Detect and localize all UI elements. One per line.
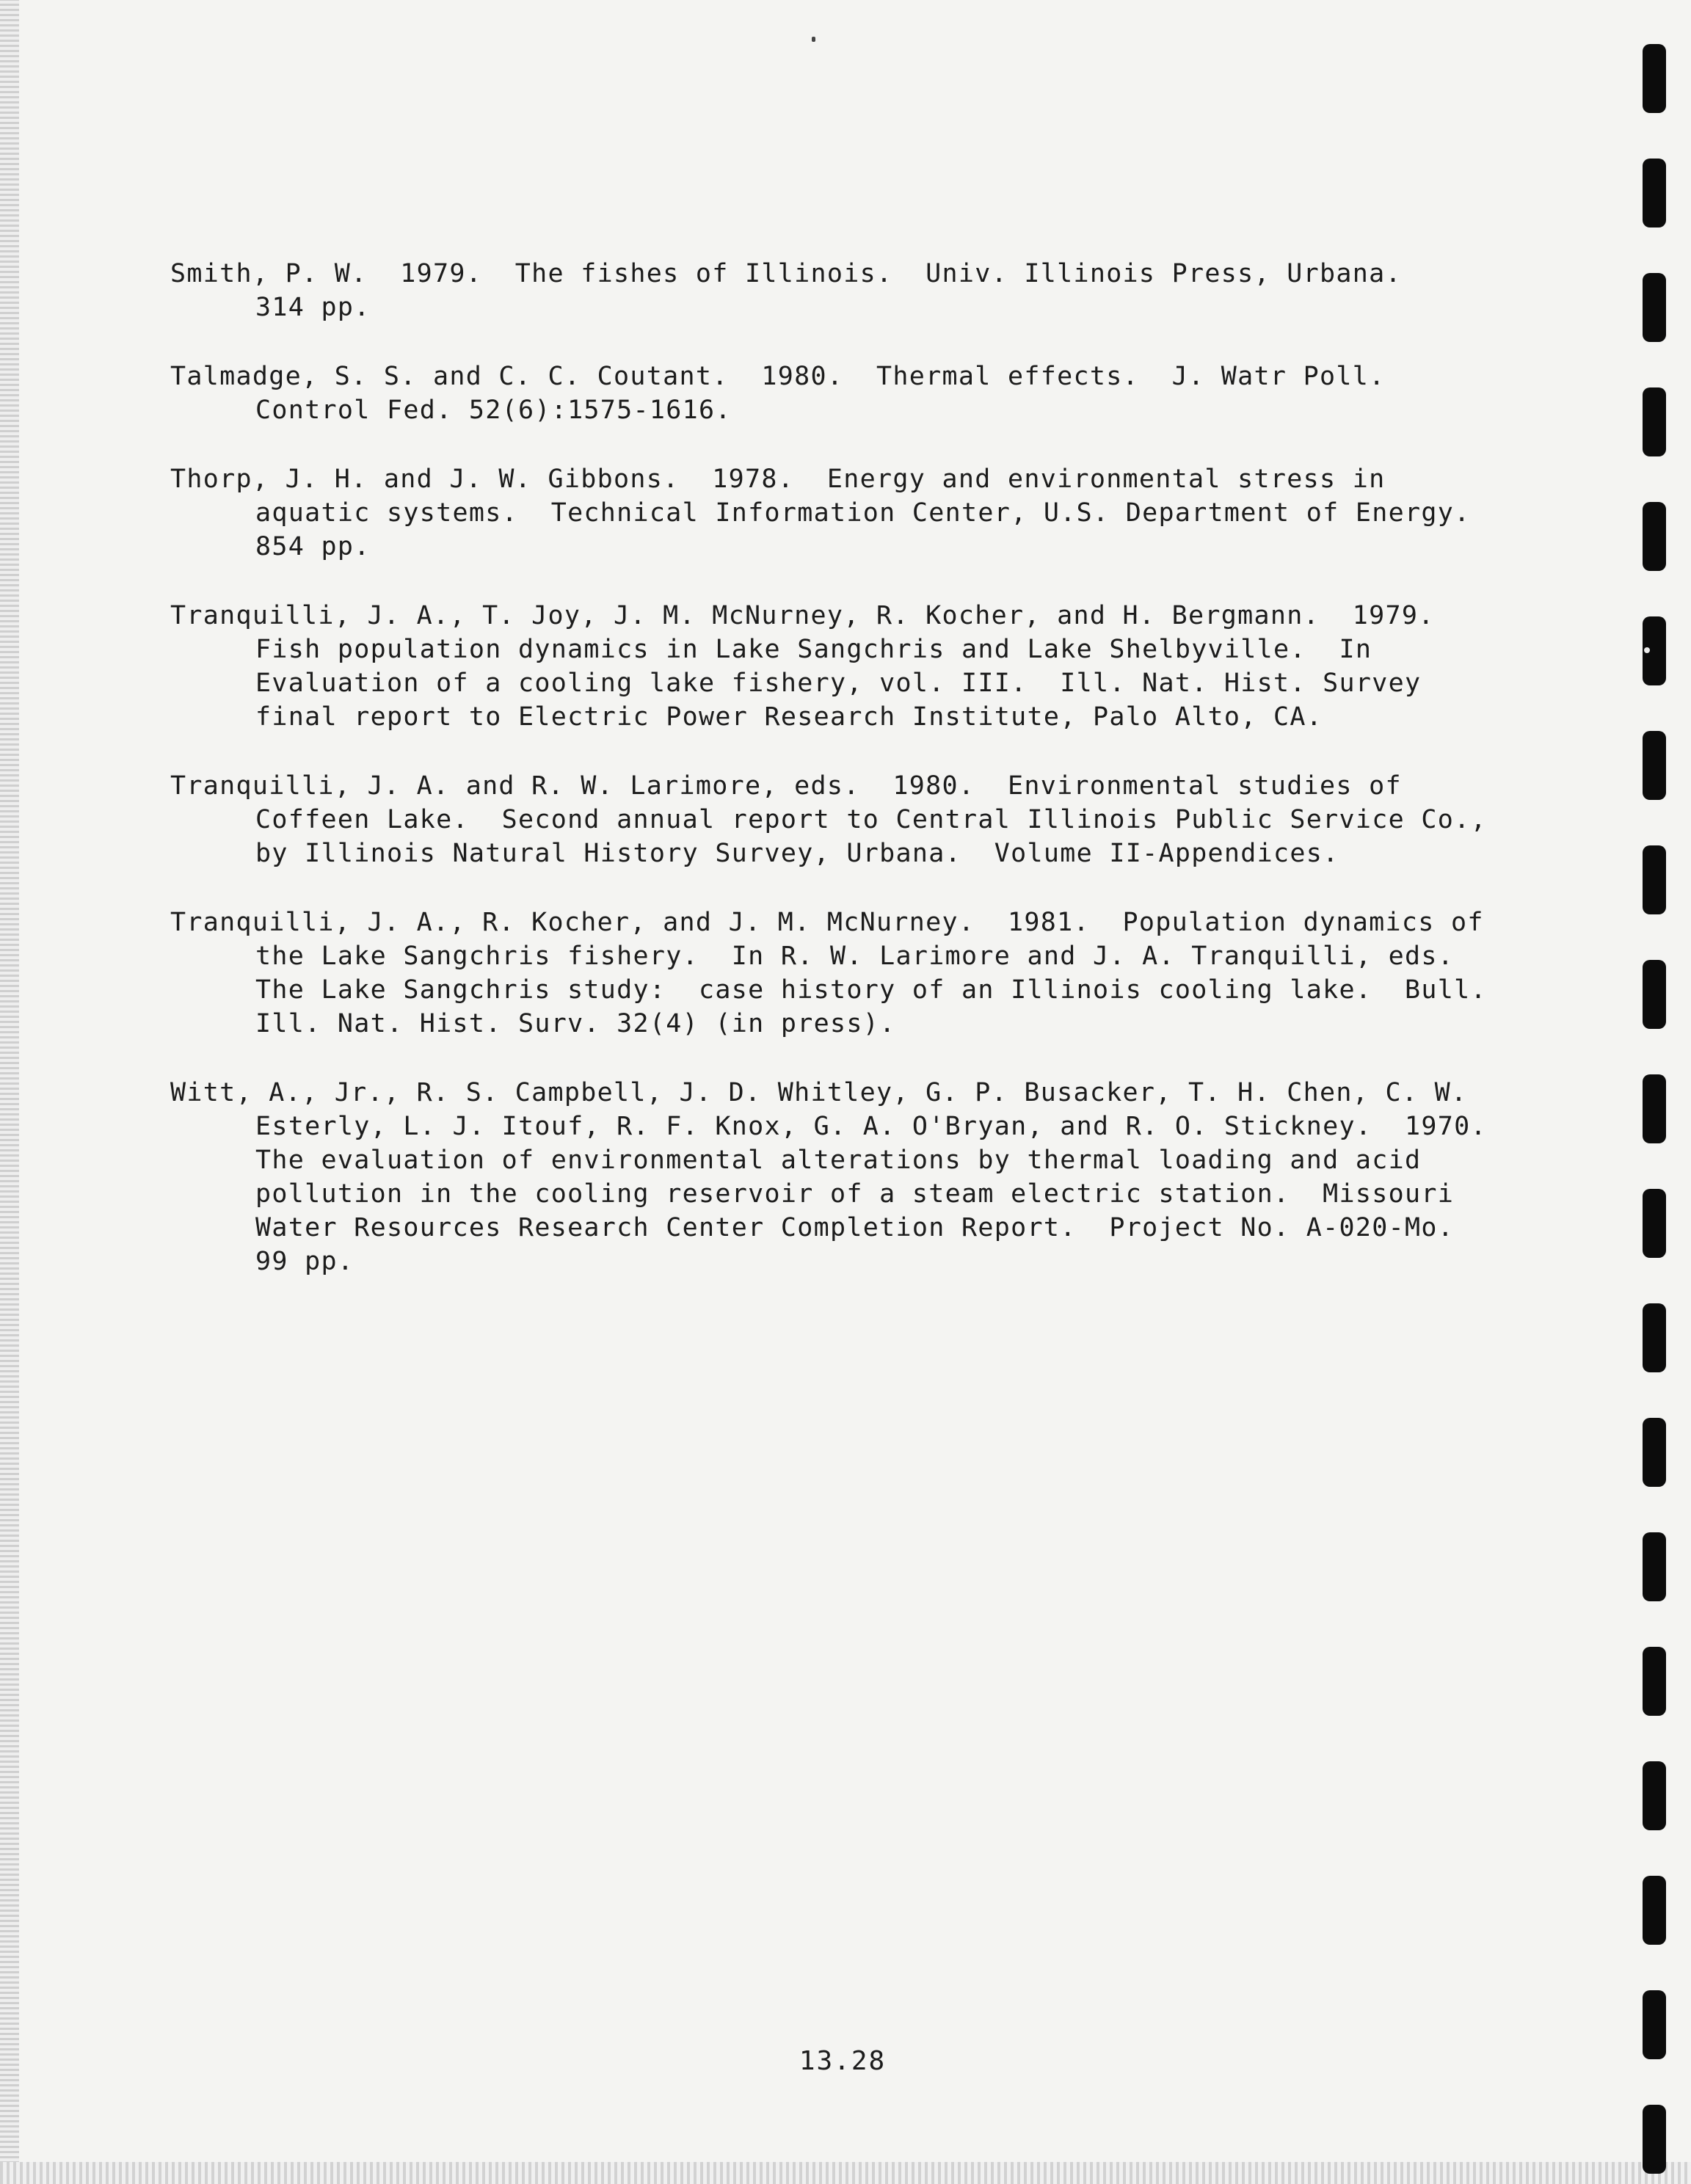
reference-line: Coffeen Lake. Second annual report to Central Illinois Public Service Co., <box>255 805 1487 834</box>
reference-line: Thorp, J. H. and J. W. Gibbons. 1978. Energy and environmental stress in <box>170 465 1386 494</box>
binder-hole-icon <box>1643 502 1666 571</box>
reference-line: Smith, P. W. 1979. The fishes of Illinois. Univ. Illinois Press, Urbana. <box>170 259 1402 288</box>
binder-hole-icon <box>1643 845 1666 914</box>
reference-line: Fish population dynamics in Lake Sangchris and Lake Shelbyville. In <box>255 635 1372 664</box>
reference-line: Esterly, L. J. Itouf, R. F. Knox, G. A. O'Bryan, and R. O. Stickney. 1970. <box>255 1112 1487 1141</box>
reference-entry <box>170 360 1535 427</box>
page-number: 13.28 <box>799 2046 887 2076</box>
binder-hole-icon <box>1643 1303 1666 1372</box>
binder-hole-icon <box>1643 159 1666 228</box>
binder-hole-icon <box>1643 44 1666 113</box>
binder-hole-icon <box>1643 1990 1666 2059</box>
reference-entry <box>170 257 1535 324</box>
reference-line: 99 pp. <box>255 1247 354 1276</box>
reference-line: Talmadge, S. S. and C. C. Coutant. 1980. Thermal effects. J. Watr Poll. <box>170 362 1386 391</box>
reference-list <box>170 257 1535 1278</box>
reference-line: The Lake Sangchris study: case history of an Illinois cooling lake. Bull. <box>255 975 1487 1005</box>
scan-speck <box>812 37 815 42</box>
reference-entry <box>170 906 1535 1041</box>
binder-hole-icon <box>1643 1876 1666 1945</box>
reference-entry <box>170 1076 1535 1278</box>
reference-line: Tranquilli, J. A., R. Kocher, and J. M. McNurney. 1981. Population dynamics of <box>170 908 1484 937</box>
binder-hole-icon <box>1643 960 1666 1029</box>
reference-line: Tranquilli, J. A., T. Joy, J. M. McNurney, R. Kocher, and H. Bergmann. 1979. <box>170 601 1435 630</box>
binder-hole-icon <box>1643 731 1666 800</box>
reference-line: Evaluation of a cooling lake fishery, vol. III. Ill. Nat. Hist. Survey <box>255 669 1422 698</box>
reference-entry <box>170 462 1535 564</box>
binder-hole-icon <box>1643 1074 1666 1143</box>
binder-hole-strip <box>1638 38 1670 2181</box>
reference-line: by Illinois Natural History Survey, Urbana. Volume II-Appendices. <box>255 839 1339 868</box>
reference-line: Witt, A., Jr., R. S. Campbell, J. D. Whitley, G. P. Busacker, T. H. Chen, C. W. <box>170 1078 1468 1107</box>
reference-line: Tranquilli, J. A. and R. W. Larimore, eds. 1980. Environmental studies of <box>170 771 1402 801</box>
reference-line: The evaluation of environmental alterations by thermal loading and acid <box>255 1146 1422 1175</box>
reference-line: Water Resources Research Center Completion Report. Project No. A-020-Mo. <box>255 1213 1455 1242</box>
binder-hole-icon <box>1643 1189 1666 1258</box>
reference-line: pollution in the cooling reservoir of a steam electric station. Missouri <box>255 1179 1455 1209</box>
binder-hole-icon <box>1643 387 1666 456</box>
reference-line: Control Fed. 52(6):1575-1616. <box>255 396 732 425</box>
binder-hole-icon <box>1643 1418 1666 1487</box>
reference-line: 314 pp. <box>255 293 371 322</box>
scan-edge-left <box>0 0 19 2184</box>
binder-hole-icon <box>1643 1532 1666 1601</box>
reference-line: the Lake Sangchris fishery. In R. W. Larimore and J. A. Tranquilli, eds. <box>255 942 1455 971</box>
reference-line: final report to Electric Power Research Institute, Palo Alto, CA. <box>255 702 1323 732</box>
reference-entry <box>170 769 1535 870</box>
binder-hole-icon <box>1643 2105 1666 2174</box>
binder-hole-icon <box>1643 273 1666 342</box>
reference-line: Ill. Nat. Hist. Surv. 32(4) (in press). <box>255 1009 896 1038</box>
reference-entry <box>170 599 1535 734</box>
binder-hole-icon <box>1643 616 1666 685</box>
reference-line: aquatic systems. Technical Information Center, U.S. Department of Energy. <box>255 498 1471 528</box>
binder-hole-icon <box>1643 1761 1666 1830</box>
reference-line: 854 pp. <box>255 532 371 561</box>
scan-edge-bottom <box>0 2162 1691 2184</box>
binder-hole-icon <box>1643 1647 1666 1716</box>
